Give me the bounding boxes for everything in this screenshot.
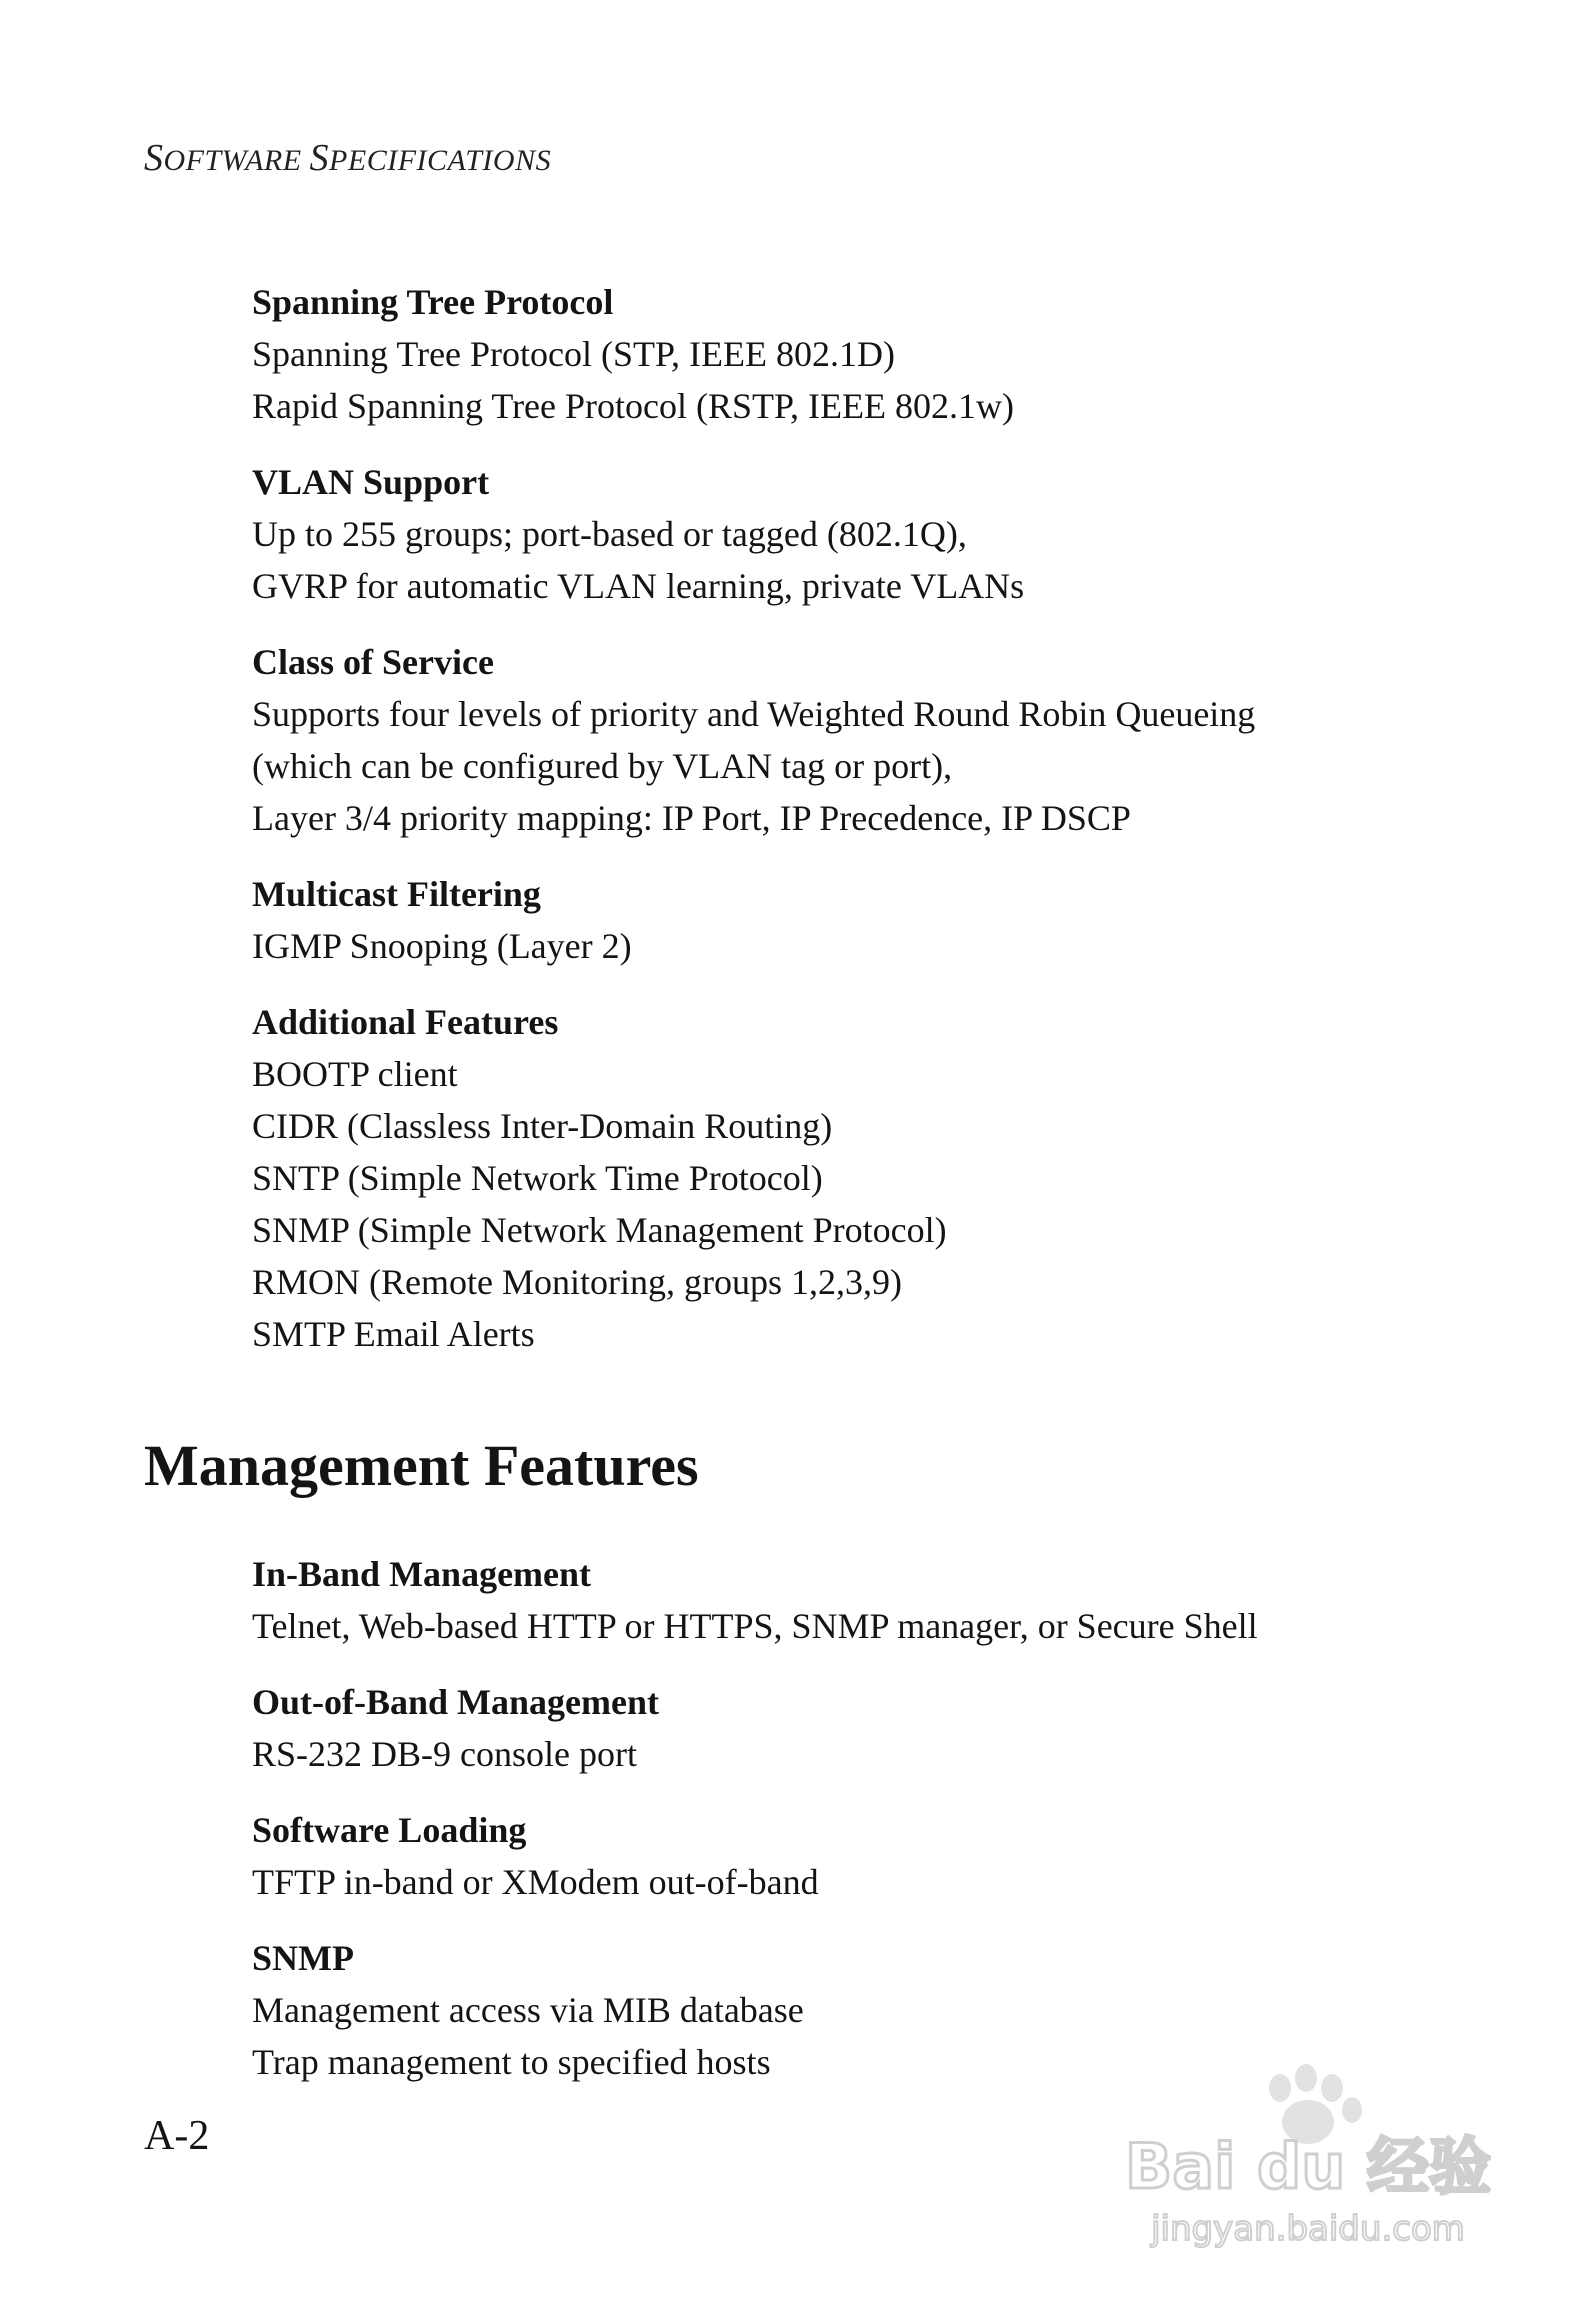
spec-block [252,276,1452,432]
spec-block-title: Class of Service [252,642,494,682]
spec-block-line: BOOTP client [252,1054,458,1094]
spec-block-line: (which can be configured by VLAN tag or port), [252,746,953,786]
spec-block-line: RS-232 DB-9 console port [252,1734,637,1774]
spec-block-line: Supports four levels of priority and Weighted Round Robin Queueing [252,694,1256,734]
spec-block-title: Additional Features [252,1002,559,1042]
spec-block-line: CIDR (Classless Inter-Domain Routing) [252,1106,833,1146]
spec-block-line: Up to 255 groups; port-based or tagged (802.1Q), [252,514,967,554]
section-heading: Management Features [144,1433,699,1498]
spec-block-line: IGMP Snooping (Layer 2) [252,926,632,966]
spec-block-title: Out-of-Band Management [252,1682,659,1722]
spec-block-line: Spanning Tree Protocol (STP, IEEE 802.1D) [252,334,895,374]
page-number: A-2 [144,2113,210,2159]
spec-block-line: SMTP Email Alerts [252,1314,535,1354]
spec-block [252,636,1452,844]
spec-block-line: Management access via MIB database [252,1990,804,2030]
spec-block-line: RMON (Remote Monitoring, groups 1,2,3,9) [252,1262,902,1302]
spec-block-line: SNTP (Simple Network Time Protocol) [252,1158,823,1198]
watermark-url: jingyan.baidu.com [1151,2209,1465,2249]
spec-block-title: VLAN Support [252,462,490,502]
running-header-part: S [144,137,164,179]
spec-block-title: Spanning Tree Protocol [252,282,614,322]
spec-block [252,1804,1452,1908]
running-header-part: S [309,137,330,179]
spec-block [252,1548,1452,1652]
spec-block-line: Telnet, Web-based HTTP or HTTPS, SNMP manager, or Secure Shell [252,1606,1258,1646]
spec-block-title: In-Band Management [252,1554,592,1594]
spec-block-line: Rapid Spanning Tree Protocol (RSTP, IEEE 802.1w) [252,386,1014,426]
spec-block-title: SNMP [252,1938,354,1978]
running-header-part: PECIFICATIONS [329,144,552,177]
spec-block-line: TFTP in-band or XModem out-of-band [252,1862,819,1902]
spec-block-line: GVRP for automatic VLAN learning, private VLANs [252,566,1025,606]
spec-block-title: Software Loading [252,1810,527,1850]
running-header [144,136,551,180]
spec-block-title: Multicast Filtering [252,874,541,914]
watermark-brand: Bai du 经验 [1124,2130,1492,2203]
spec-block [252,1676,1452,1780]
spec-block-line: Layer 3/4 priority mapping: IP Port, IP Precedence, IP DSCP [252,798,1131,838]
spec-block-line: Trap management to specified hosts [252,2042,771,2082]
spec-block [252,996,1452,1360]
spec-block [252,456,1452,612]
spec-block [252,868,1452,972]
spec-block-line: SNMP (Simple Network Management Protocol) [252,1210,947,1250]
running-header-part: OFTWARE [163,144,310,177]
baidu-jingyan-watermark [1108,2060,1508,2260]
